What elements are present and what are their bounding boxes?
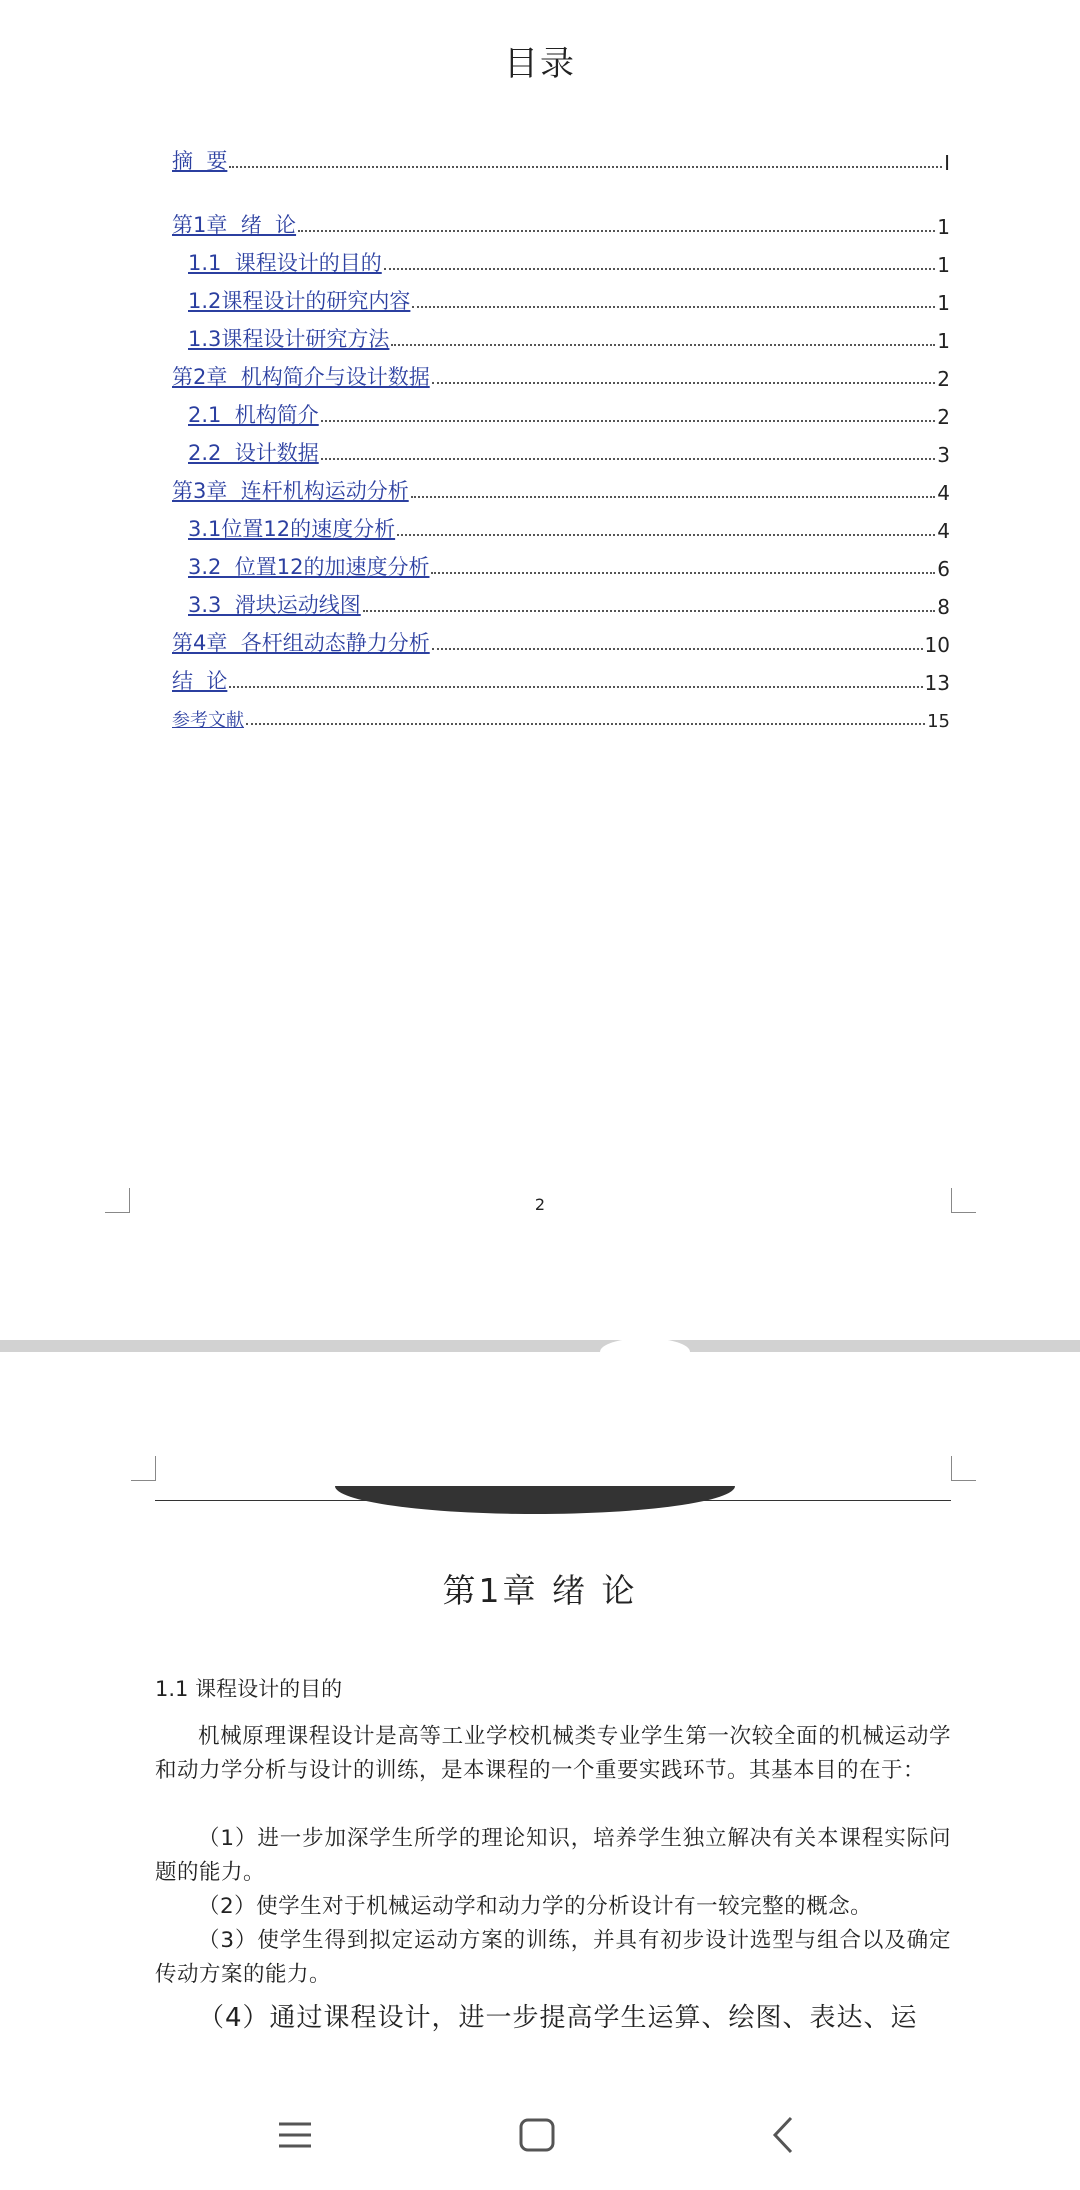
toc-entry-label: 2.1 机构简介	[188, 403, 319, 427]
toc-leader	[391, 343, 935, 346]
toc-entry-page: 1	[937, 215, 950, 239]
toc-leader	[363, 609, 936, 612]
toc-entry-abstract[interactable]	[172, 143, 950, 175]
toc-leader	[229, 685, 922, 688]
home-icon	[497, 2100, 577, 2170]
toc-entry-label: 结 论	[172, 669, 228, 693]
toc-entry-1-3[interactable]	[188, 321, 950, 353]
toc-entry-2-2[interactable]	[188, 435, 950, 467]
toc-entry-3-2[interactable]	[188, 549, 950, 581]
toc-entry-page: 4	[937, 519, 950, 543]
toc-entry-ch2[interactable]	[172, 359, 950, 391]
body-paragraph: （3）使学生得到拟定运动方案的训练，并具有初步设计选型与组合以及确定传动方案的能力。	[155, 1928, 951, 1987]
body-paragraph: （2）使学生对于机械运动学和动力学的分析设计有一较完整的概念。	[198, 1894, 873, 1919]
toc-entry-label: 第2章 机构简介与设计数据	[172, 365, 430, 389]
toc-entry-label: 2.2 设计数据	[188, 441, 319, 465]
menu-button[interactable]	[255, 2100, 335, 2170]
toc-entry-label: 3.2 位置12的加速度分析	[188, 555, 430, 579]
body-paragraph: （4）通过课程设计，进一步提高学生运算、绘图、表达、运	[198, 2003, 918, 2033]
toc-entry-label: 第1章 绪 论	[172, 213, 297, 237]
toc-leader	[321, 419, 936, 422]
toc-leader	[412, 305, 935, 308]
menu-icon	[255, 2100, 335, 2170]
header-rule	[155, 1500, 951, 1501]
page-separator	[0, 1340, 1080, 1352]
body-paragraph: （1）进一步加深学生所学的理论知识，培养学生独立解决有关本课程实际问题的能力。	[155, 1826, 951, 1885]
toc-entry-page: 1	[937, 253, 950, 277]
toc-entry-label: 3.3 滑块运动线图	[188, 593, 361, 617]
toc-leader	[397, 533, 935, 536]
body-paragraph: 机械原理课程设计是高等工业学校机械类专业学生第一次较全面的机械运动学和动力学分析与设计的训练，是本课程的一个重要实践环节。其基本目的在于：	[155, 1724, 951, 1783]
toc-entry-label: 1.1 课程设计的目的	[188, 251, 382, 275]
section-title: 1.1 课程设计的目的	[155, 1677, 343, 1701]
toc-entry-1-1[interactable]	[188, 245, 950, 277]
toc-entry-label: 3.1位置12的速度分析	[188, 517, 396, 541]
toc-entry-ch4[interactable]	[172, 625, 950, 657]
toc-entry-page: 6	[937, 557, 950, 581]
toc-entry-ch1[interactable]	[172, 207, 950, 239]
toc-entry-label: 参考文献	[172, 710, 244, 731]
back-icon	[745, 2100, 825, 2170]
toc-leader	[321, 457, 936, 460]
toc-entry-label: 第3章 连杆机构运动分析	[172, 479, 409, 503]
toc-entry-page: 10	[924, 633, 950, 657]
toc-entry-page: 2	[937, 367, 950, 391]
toc-leader	[431, 571, 935, 574]
toc-entry-1-2[interactable]	[188, 283, 950, 315]
toc-entry-3-1[interactable]	[188, 511, 950, 543]
page-number: 2	[534, 1195, 546, 1214]
toc-leader	[229, 165, 942, 168]
toc-entry-conclusion[interactable]	[172, 663, 950, 695]
toc-leader	[432, 381, 936, 384]
toc-entry-ch3[interactable]	[172, 473, 950, 505]
back-button[interactable]	[745, 2100, 825, 2170]
toc-leader	[298, 229, 935, 232]
toc-leader	[411, 495, 936, 498]
toc-entry-page: 13	[924, 671, 950, 695]
home-button[interactable]	[497, 2100, 577, 2170]
toc-entry-page: 1	[937, 329, 950, 353]
toc-entry-page: 4	[937, 481, 950, 505]
toc-entry-page: 15	[927, 711, 950, 732]
toc-entry-references[interactable]	[172, 700, 950, 732]
page-corner-mark	[131, 1456, 156, 1481]
toc-entry-label: 1.2课程设计的研究内容	[188, 289, 411, 313]
toc-entry-label: 1.3课程设计研究方法	[188, 327, 390, 351]
toc-entry-3-3[interactable]	[188, 587, 950, 619]
toc-entry-page: 2	[937, 405, 950, 429]
toc-entry-page: 1	[937, 291, 950, 315]
toc-entry-page: I	[944, 151, 950, 175]
toc-leader	[246, 722, 925, 725]
toc-leader	[432, 647, 923, 650]
page-corner-mark	[951, 1456, 976, 1481]
toc-leader	[384, 267, 936, 270]
toc-entry-label: 摘 要	[172, 149, 228, 173]
toc-title: 目录	[504, 44, 576, 84]
toc-entry-page: 3	[937, 443, 950, 467]
toc-entry-page: 8	[937, 595, 950, 619]
toc-entry-2-1[interactable]	[188, 397, 950, 429]
chapter-title: 第1章 绪 论	[442, 1571, 638, 1610]
toc-entry-label: 第4章 各杆组动态静力分析	[172, 631, 430, 655]
